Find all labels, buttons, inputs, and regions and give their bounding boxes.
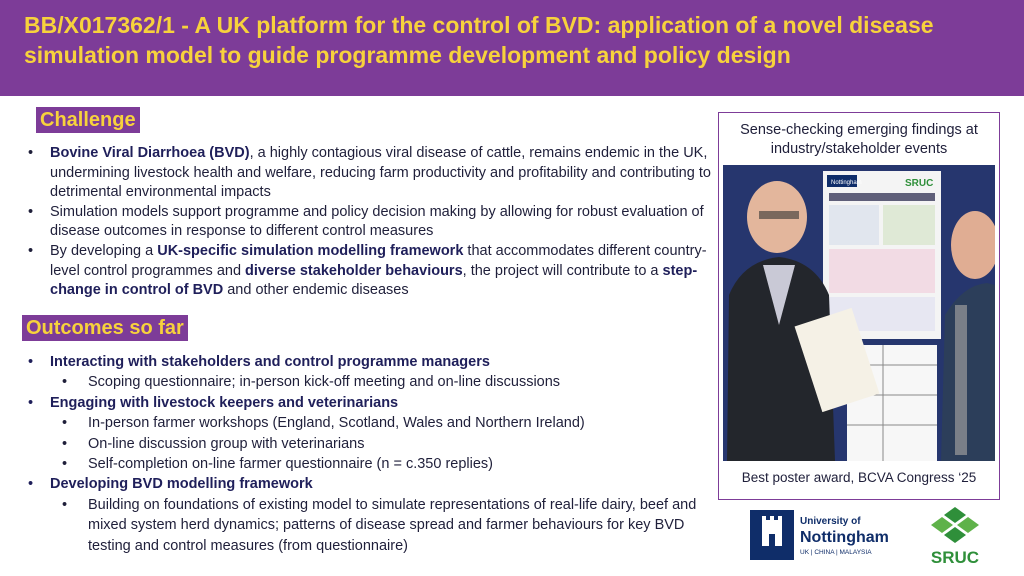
outcomes-list	[26, 352, 716, 556]
photo-caption-top: Sense-checking emerging findings at industry/stakeholder events	[740, 122, 978, 157]
outcome-group-title: • Developing BVD modelling framework	[26, 474, 716, 494]
uon-line2: Nottingham	[800, 529, 889, 546]
university-of-nottingham-logo	[750, 510, 890, 560]
outcome-item: • On-line discussion group with veterinarians	[26, 434, 716, 454]
outcome-item: • Scoping questionnaire; in-person kick-off meeting and on-line discussions	[26, 372, 716, 392]
page-title: BB/X017362/1 - A UK platform for the control of BVD: application of a novel disease simulation model to guide programme development and policy design	[24, 12, 934, 68]
challenge-heading: Challenge	[36, 107, 140, 133]
sruc-logo	[920, 505, 990, 567]
poster-logo-uon: Nottingham	[831, 180, 862, 186]
outcome-item: • In-person farmer workshops (England, Scotland, Wales and Northern Ireland)	[26, 413, 716, 433]
challenge-bullet: • Bovine Viral Diarrhoea (BVD), a highly contagious viral disease of cattle, remains endemic in the UK, undermining livestock health and welfare, reducing farm productivity and profitability and contributing to detrimental environmental impacts	[26, 144, 716, 203]
outcome-item: • Self-completion on-line farmer questionnaire (n = c.350 replies)	[26, 454, 716, 474]
uon-line3: UK | CHINA | MALAYSIA	[800, 549, 872, 556]
sruc-diamond-icon	[944, 507, 966, 523]
challenge-bullet: • By developing a UK-specific simulation modelling framework that accommodates different country-level control programmes and diverse stakeholder behaviours, the project will contribute to a step-change in control of BVD and other endemic diseases	[26, 242, 716, 301]
challenge-bullet: • Simulation models support programme and policy decision making by allowing for robust evaluation of disease outcomes in response to different control measures	[26, 203, 716, 242]
challenge-list	[26, 144, 716, 301]
outcome-item: • Building on foundations of existing model to simulate representations of real-life dairy, beef and mixed system herd dynamics; patterns of disease spread and farmer behaviours for key BVD testing and control measures (from questionnaire)	[26, 495, 716, 556]
outcome-group-title: • Interacting with stakeholders and control programme managers	[26, 352, 716, 372]
event-photo-illustration	[723, 165, 995, 461]
photo-panel	[718, 112, 1000, 500]
photo-caption-bottom: Best poster award, BCVA Congress ‘25	[741, 470, 977, 485]
outcomes-heading: Outcomes so far	[22, 315, 188, 341]
title-banner	[0, 0, 1024, 96]
sruc-wordmark: SRUC	[930, 548, 980, 567]
outcome-group-title: • Engaging with livestock keepers and veterinarians	[26, 393, 716, 413]
poster-logo-sruc: SRUC	[905, 178, 934, 189]
uon-line1: University of	[800, 516, 861, 527]
event-photo	[723, 165, 995, 461]
